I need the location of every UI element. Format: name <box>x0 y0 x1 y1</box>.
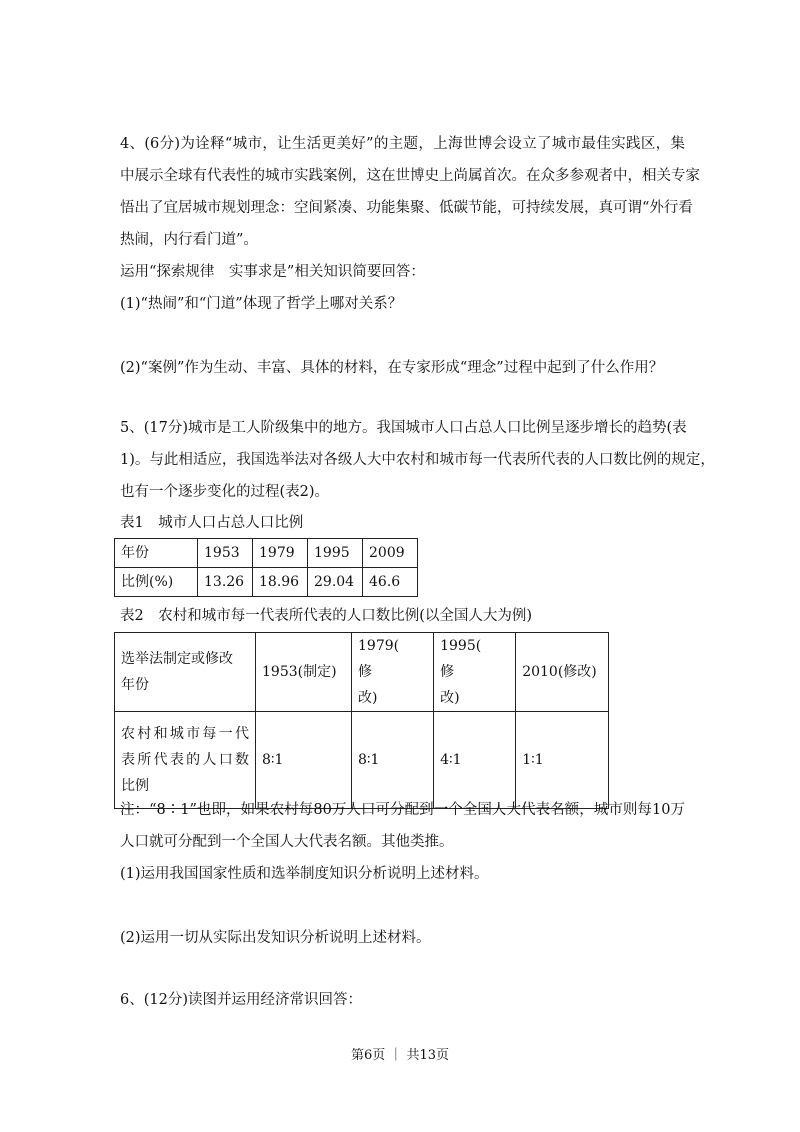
table1-cell: 29.04 <box>308 568 363 597</box>
table1-cell: 1979 <box>253 539 308 568</box>
table2-label-line: 表所代表的人口数 <box>121 752 249 768</box>
table1-cell: 2009 <box>363 539 418 568</box>
table-row <box>115 539 418 568</box>
table2-header-cell: 1953(制定) <box>256 633 352 712</box>
table2-cell: 4∶1 <box>434 712 516 809</box>
table1-cell: 18.96 <box>253 568 308 597</box>
table2 <box>114 632 609 809</box>
table2-label-line: 农村和城市每一代 <box>121 726 249 742</box>
table2-header-cell <box>115 633 256 712</box>
table2-header-line: 1995( 修 <box>440 638 510 680</box>
q5-line-1: 5、(17分)城市是工人阶级集中的地方。我国城市人口占总人口比例呈逐步增长的趋势(表 <box>120 420 687 436</box>
table2-header-line: 改) <box>440 690 460 706</box>
q6-line: 6、(12分)读图并运用经济常识回答： <box>120 992 362 1008</box>
q5-sub-1: (1)运用我国国家性质和选举制度知识分析说明上述材料。 <box>120 866 489 882</box>
q4-sub-2: (2)“案例”作为生动、丰富、具体的材料，在专家形成“理念”过程中起到了什么作用？ <box>120 360 664 376</box>
q5-note-line-2: 人口就可分配到一个全国人大代表名额。其他类推。 <box>120 834 454 850</box>
table2-cell: 8∶1 <box>352 712 434 809</box>
table2-cell: 8∶1 <box>256 712 352 809</box>
q5-sub-2: (2)运用一切从实际出发知识分析说明上述材料。 <box>120 930 431 946</box>
q4-line-4: 热闹，内行看门道”。 <box>120 232 258 248</box>
q4-instruction: 运用“探索规律 实事求是”相关知识简要回答： <box>120 264 425 280</box>
table2-header-line: 年份 <box>121 677 149 693</box>
q4-line-1: 4、(6分)为诠释“城市，让生活更美好”的主题，上海世博会设立了城市最佳实践区，集 <box>120 136 685 152</box>
table-row <box>115 633 609 712</box>
q5-line-3: 也有一个逐步变化的过程(表2)。 <box>120 484 330 500</box>
table1-header-cell: 年份 <box>115 539 198 568</box>
table2-caption: 表2 农村和城市每一代表所代表的人口数比例(以全国人大为例) <box>120 608 533 624</box>
table1 <box>114 538 418 597</box>
q4-line-3: 悟出了宜居城市规划理念：空间紧凑、功能集聚、低碳节能，可持续发展，真可谓“外行看 <box>120 200 693 216</box>
q5-line-2: 1)。与此相适应，我国选举法对各级人大中农村和城市每一代表所代表的人口数比例的规定， <box>120 452 715 468</box>
q4-line-2: 中展示全球有代表性的城市实践案例，这在世博史上尚属首次。在众多参观者中，相关专家 <box>120 168 700 184</box>
q4-sub-1: (1)“热闹”和“门道”体现了哲学上哪对关系？ <box>120 296 403 312</box>
page-footer: 第6页 ｜ 共13页 <box>350 1048 450 1063</box>
table1-caption: 表1 城市人口占总人口比例 <box>120 515 304 531</box>
table-row <box>115 568 418 597</box>
table1-cell: 1953 <box>198 539 253 568</box>
table2-header-cell <box>434 633 516 712</box>
table2-header-line: 1979( 修 <box>358 638 428 680</box>
table2-label-line: 比例 <box>121 778 149 794</box>
table1-cell: 1995 <box>308 539 363 568</box>
table2-header-cell <box>352 633 434 712</box>
table-row <box>115 712 609 809</box>
table1-cell: 13.26 <box>198 568 253 597</box>
table2-header-line: 改) <box>358 690 378 706</box>
table1-cell: 46.6 <box>363 568 418 597</box>
table2-row-label <box>115 712 256 809</box>
table2-cell: 1∶1 <box>516 712 609 809</box>
q5-note-line-1: 注：“8∶1”也即，如果农村每80万人口可分配到一个全国人大代表名额，城市则每10万 <box>120 802 685 818</box>
table2-header-cell: 2010(修改) <box>516 633 609 712</box>
table1-header-cell: 比例(%) <box>115 568 198 597</box>
table2-header-line: 选举法制定或修改 <box>121 651 233 667</box>
